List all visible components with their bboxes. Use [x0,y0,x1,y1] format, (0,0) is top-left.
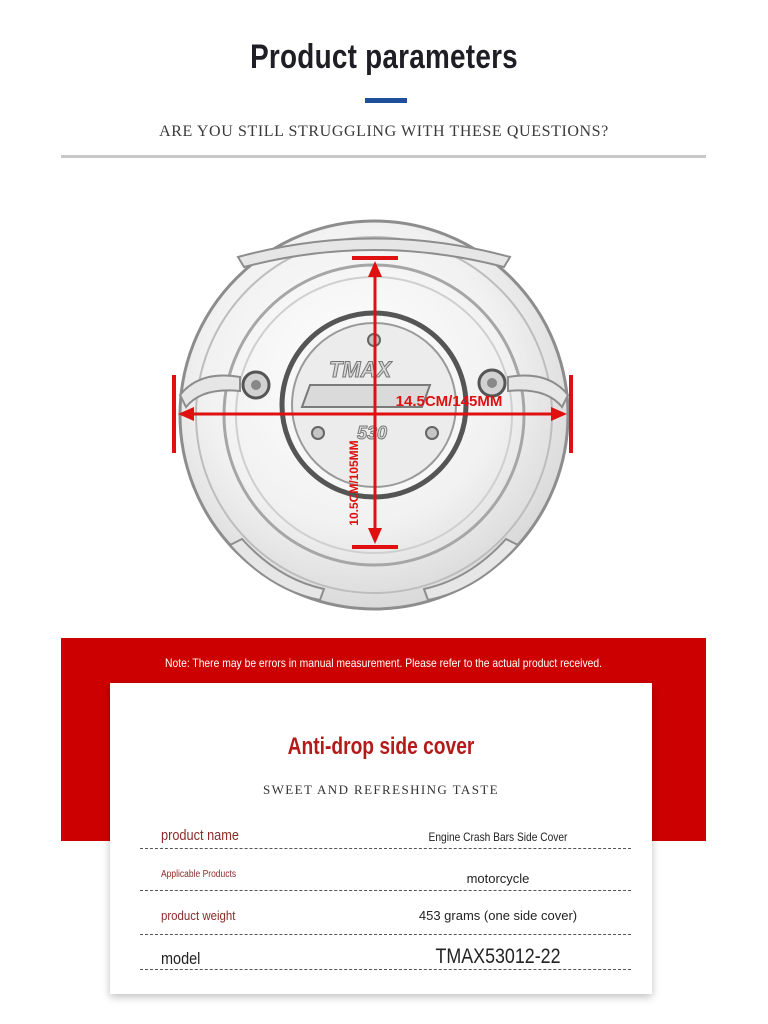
spec-row-model [140,941,631,970]
spec-label: model [161,949,201,968]
card-subtitle: SWEET AND REFRESHING TASTE [262,782,500,797]
width-dimension-label: 14.5CM/145MM [395,393,503,410]
product-photo [160,195,610,615]
spec-row-applicable-products [140,858,631,891]
spec-row-product-name [140,816,631,849]
spec-row-product-weight [140,898,631,935]
spec-label: product weight [161,908,236,923]
model-logo-text: 530 [356,423,388,443]
title-accent-bar [365,98,407,103]
page-title: Product parameters [250,38,518,76]
spec-value: 453 grams (one side cover) [418,908,578,923]
spec-value: motorcycle [466,871,530,886]
page-subtitle: ARE YOU STILL STRUGGLING WITH THESE QUESTIONS? [159,123,609,140]
spec-label: Applicable Products [161,869,237,880]
spec-card [110,683,652,994]
spec-value: TMAX53012-22 [435,945,561,968]
spec-value: Engine Crash Bars Side Cover [428,830,568,844]
height-dimension-label: 10.5CM/105MM [347,440,361,526]
header-divider [61,155,706,158]
tmax-logo-text: TMAX [328,357,392,382]
spec-label: product name [161,827,239,844]
measurement-note: Note: There may be errors in manual measurement. Please refer to the actual product received. [165,656,602,670]
card-title: Anti-drop side cover [287,733,475,760]
